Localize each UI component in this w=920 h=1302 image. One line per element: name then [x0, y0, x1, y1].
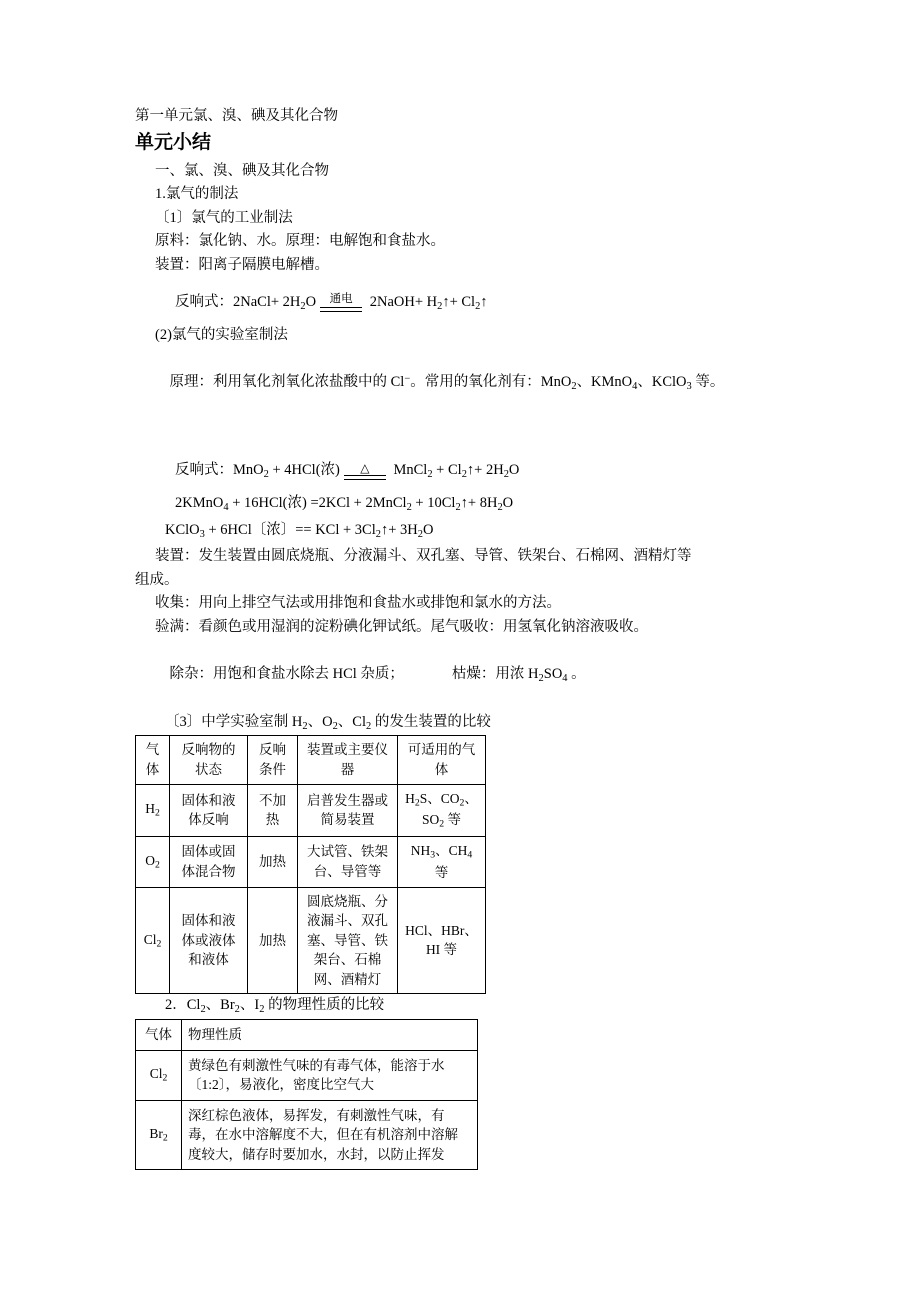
p5-sub1: 2	[571, 380, 577, 392]
table-1-cell-applicable: $NH_3$、$CH_4$ 等	[398, 837, 486, 887]
equation-2	[135, 459, 785, 484]
p5-b: 。常用的氧化剂有：MnO	[410, 373, 572, 390]
eq2-end: O	[508, 462, 520, 479]
table-1-header-2: 反响条件	[248, 736, 298, 784]
subtitle: 一、氯、溴、碘及其化合物	[155, 162, 329, 179]
paragraph-3: 装置：阳离子隔膜电解槽。	[155, 256, 329, 273]
vertical-spacer	[135, 419, 785, 445]
paragraph-5	[135, 347, 785, 419]
p5-e: 等。	[691, 373, 725, 390]
eq1-rest: 2NaOH+ H	[366, 294, 438, 311]
halogen-physical-properties-table	[135, 1019, 478, 1170]
table-row	[136, 837, 486, 887]
eq2-arrow: ↑+ 2H	[466, 462, 504, 479]
paragraph-4: (2)氯气的实验室制法	[155, 327, 288, 343]
table-1-header-1: 反响物的状态	[170, 736, 248, 784]
double-bar	[344, 475, 386, 480]
table-1-header-0: 气体	[136, 736, 170, 784]
p10-c: SO	[543, 665, 563, 682]
table-1-wrapper	[135, 735, 785, 994]
t1cap-b: 、O	[307, 713, 333, 730]
eq1-sub3: 2	[475, 301, 481, 313]
table-1-header-4: 可适用的气体	[398, 736, 486, 784]
eq2-mid: + 4HCl(浓)	[268, 462, 340, 479]
table-2-wrapper	[135, 1019, 785, 1170]
p10-b: 枯燥：用浓 H	[451, 665, 539, 682]
t2cap-d: 的物理性质的比较	[264, 997, 385, 1014]
table-2-cell-property: 黄绿色有刺激性气味的有毒气体，能溶于水〔1:2〕，易液化，密度比空气大	[182, 1050, 478, 1100]
table-header-row	[136, 1019, 478, 1050]
p5-sub2: 4	[632, 380, 638, 392]
p5-d: 、KClO	[637, 373, 687, 390]
t1cap-c: 、Cl	[337, 713, 366, 730]
eq1-mid: O	[305, 294, 317, 311]
eq2-rest: MnCl	[389, 462, 428, 479]
eq1-sub1: 2	[300, 301, 306, 313]
eq1-arrow1: ↑+ Cl	[442, 294, 476, 311]
table-1-cell-applicable: $H_2S$、$CO_2$、$SO_2$ 等	[398, 784, 486, 837]
table-1-cell-applicable: HCl、HBr、HI 等	[398, 887, 486, 994]
document-header: 第一单元氯、溴、碘及其化合物	[135, 108, 338, 124]
table-1-cell-gas: $H_2$	[136, 784, 170, 837]
table-header-row	[136, 736, 486, 784]
heading-1: 1.氯气的制法	[155, 186, 239, 203]
eq1-sub2: 2	[437, 301, 443, 313]
t2cap-a: 2．Cl	[165, 997, 201, 1014]
paragraph-9: 验满：看颜色或用湿润的淀粉碘化钾试纸。尾气吸收：用氢氧化钠溶液吸收。	[155, 618, 648, 635]
table-row	[136, 887, 486, 994]
double-bar	[320, 307, 362, 312]
table-2-cell-gas: $Br_2$	[136, 1100, 182, 1170]
p10-sub2: 4	[562, 672, 568, 684]
paragraph-10	[135, 639, 785, 711]
reaction-condition-heat	[340, 462, 390, 480]
p5-sup: −	[404, 373, 411, 385]
p5-sub3: 3	[686, 380, 692, 392]
table-1-cell-apparatus: 启普发生器或简易装置	[298, 784, 398, 837]
eq2-sub4: 2	[503, 469, 509, 481]
table-1-cell-gas: $O_2$	[136, 837, 170, 887]
table-2-cell-gas: $Cl_2$	[136, 1050, 182, 1100]
table-row	[136, 1050, 478, 1100]
paragraph-8: 收集：用向上排空气法或用排饱和食盐水或排饱和氯水的方法。	[155, 595, 561, 612]
gas-generation-comparison-table	[135, 735, 486, 994]
reaction-condition-electrolysis	[316, 294, 366, 312]
t2cap-b: 、Br	[205, 997, 235, 1014]
t2cap-sub2: 2	[234, 1004, 240, 1016]
equation-2-prefix: 反响式：MnO	[175, 462, 264, 479]
table-2-caption	[135, 994, 785, 1019]
paragraph-1: 〔1〕氯气的工业制法	[155, 209, 293, 226]
table-1-cell-state: 固体或固体混合物	[170, 837, 248, 887]
equation-1-prefix: 反响式：2NaCl+ 2H	[175, 294, 301, 311]
section-title: 单元小结	[135, 132, 212, 154]
t1cap-sub2: 2	[332, 720, 338, 732]
table-2-header-0: 气体	[136, 1019, 182, 1050]
condition-label: △	[360, 460, 370, 475]
table-2-header-1: 物理性质	[182, 1019, 478, 1050]
p5-a: 原理：利用氧化剂氧化浓盐酸中的 Cl	[169, 373, 405, 390]
paragraph-7: 组成。	[135, 571, 179, 588]
table-1-cell-state: 固体和液体或液体和液体	[170, 887, 248, 994]
table-1-cell-apparatus: 圆底烧瓶、分液漏斗、双孔塞、导管、铁架台、石棉网、酒精灯	[298, 887, 398, 994]
p5-c: 、KMnO	[576, 373, 633, 390]
p10-sub1: 2	[538, 672, 544, 684]
eq2-sub3: 2	[461, 469, 467, 481]
eq1-arrow2: ↑	[480, 294, 488, 311]
t1cap-sub1: 2	[302, 720, 308, 732]
table-1-cell-apparatus: 大试管、铁架台、导管等	[298, 837, 398, 887]
t1cap-a: 〔3〕中学实验室制 H	[165, 713, 303, 730]
table-1-cell-condition: 加热	[248, 887, 298, 994]
table-row	[136, 784, 486, 837]
p10-a: 除杂：用饱和食盐水除去 HCl 杂质；	[169, 665, 404, 682]
t1cap-d: 的发生装置的比较	[371, 713, 491, 730]
condition-label: 通电	[329, 293, 353, 306]
table-1-caption	[135, 711, 785, 736]
table-1-cell-condition: 加热	[248, 837, 298, 887]
eq2-plus: + Cl	[432, 462, 462, 479]
t2cap-sub3: 2	[259, 1004, 265, 1016]
table-2-cell-property: 深红棕色液体，易挥发，有刺激性气味，有毒，在水中溶解度不大，但在有机溶剂中溶解度较大，储存时要加水，水封，以防止挥发	[182, 1100, 478, 1170]
eq2-sub1: 2	[263, 469, 269, 481]
t2cap-c: 、I	[239, 997, 260, 1014]
equation-4: KClO$_3$ + 6HCl〔浓〕== KCl + $3Cl_2↑+ 3H_2O$	[165, 521, 434, 540]
paragraph-2: 原料：氯化钠、水。原理：电解饱和食盐水。	[155, 233, 445, 250]
t1cap-sub3: 2	[365, 720, 372, 732]
equation-1	[135, 291, 785, 316]
t2cap-sub1: 2	[200, 1004, 206, 1016]
table-1-header-3: 装置或主要仪器	[298, 736, 398, 784]
paragraph-6: 装置：发生装置由圆底烧瓶、分液漏斗、双孔塞、导管、铁架台、石棉网、酒精灯等	[155, 548, 692, 565]
equation-3: 2KMnO$_4$ + 16HCl(浓) =2KCl + 2MnCl$_2$ + $10Cl_2↑+ 8H_2O$	[175, 494, 514, 513]
table-1-cell-gas: $Cl_2$	[136, 887, 170, 994]
eq2-sub2: 2	[427, 469, 433, 481]
table-1-cell-condition: 不加热	[248, 784, 298, 837]
table-1-cell-state: 固体和液体反响	[170, 784, 248, 837]
table-row	[136, 1100, 478, 1170]
p10-d: 。	[567, 665, 586, 682]
